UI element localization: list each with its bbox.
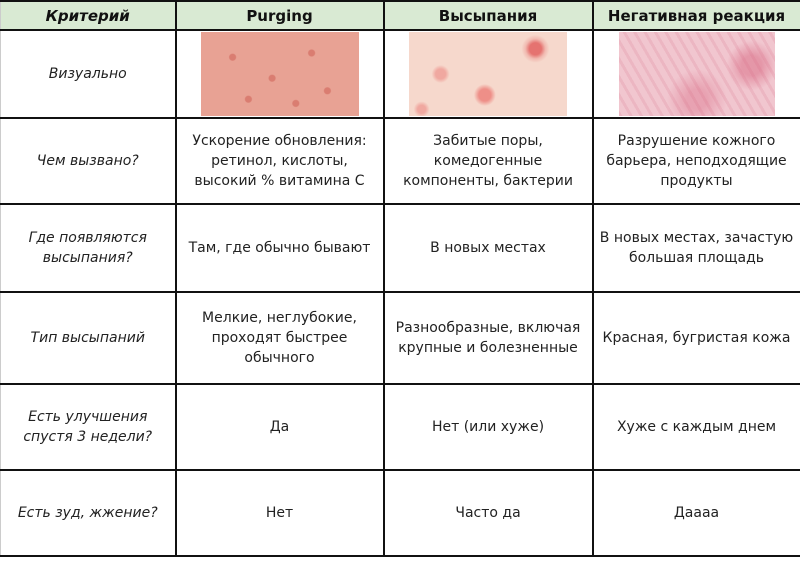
purging-skin-photo <box>201 32 359 116</box>
header-breakout: Высыпания <box>384 1 593 30</box>
criterion-cell: Визуально <box>1 30 176 118</box>
table-cell: Мелкие, неглубокие, проходят быстрее обычного <box>176 292 384 384</box>
image-cell <box>384 30 593 118</box>
table-row-type <box>1 292 800 384</box>
table-cell: В новых местах <box>384 204 593 292</box>
criterion-cell: Где появляются высыпания? <box>1 204 176 292</box>
header-criterion: Критерий <box>1 1 176 30</box>
table-cell: Нет <box>176 470 384 556</box>
criterion-cell: Есть улучшения спустя 3 недели? <box>1 384 176 470</box>
table-cell: Нет (или хуже) <box>384 384 593 470</box>
table-cell: Хуже с каждым днем <box>593 384 800 470</box>
header-purging: Purging <box>176 1 384 30</box>
negative-reaction-skin-photo <box>619 32 775 116</box>
table-cell: Да <box>176 384 384 470</box>
table-row-itching <box>1 470 800 556</box>
header-negative-reaction: Негативная реакция <box>593 1 800 30</box>
image-cell <box>593 30 800 118</box>
table-cell: Там, где обычно бывают <box>176 204 384 292</box>
table-row-cause <box>1 118 800 204</box>
table-cell: Забитые поры, комедогенные компоненты, бактерии <box>384 118 593 204</box>
table-row-location <box>1 204 800 292</box>
table-row-improvement <box>1 384 800 470</box>
table-cell: В новых местах, зачастую большая площадь <box>593 204 800 292</box>
table-cell: Красная, бугристая кожа <box>593 292 800 384</box>
image-cell <box>176 30 384 118</box>
table-row-visual <box>1 30 800 118</box>
table-cell: Разнообразные, включая крупные и болезненные <box>384 292 593 384</box>
table-cell: Даааа <box>593 470 800 556</box>
criterion-cell: Есть зуд, жжение? <box>1 470 176 556</box>
breakout-skin-photo <box>409 32 567 116</box>
criterion-cell: Чем вызвано? <box>1 118 176 204</box>
table-cell: Часто да <box>384 470 593 556</box>
table-cell: Разрушение кожного барьера, неподходящие продукты <box>593 118 800 204</box>
criterion-cell: Тип высыпаний <box>1 292 176 384</box>
header-row <box>1 1 800 30</box>
table-cell: Ускорение обновления: ретинол, кислоты, высокий % витамина С <box>176 118 384 204</box>
